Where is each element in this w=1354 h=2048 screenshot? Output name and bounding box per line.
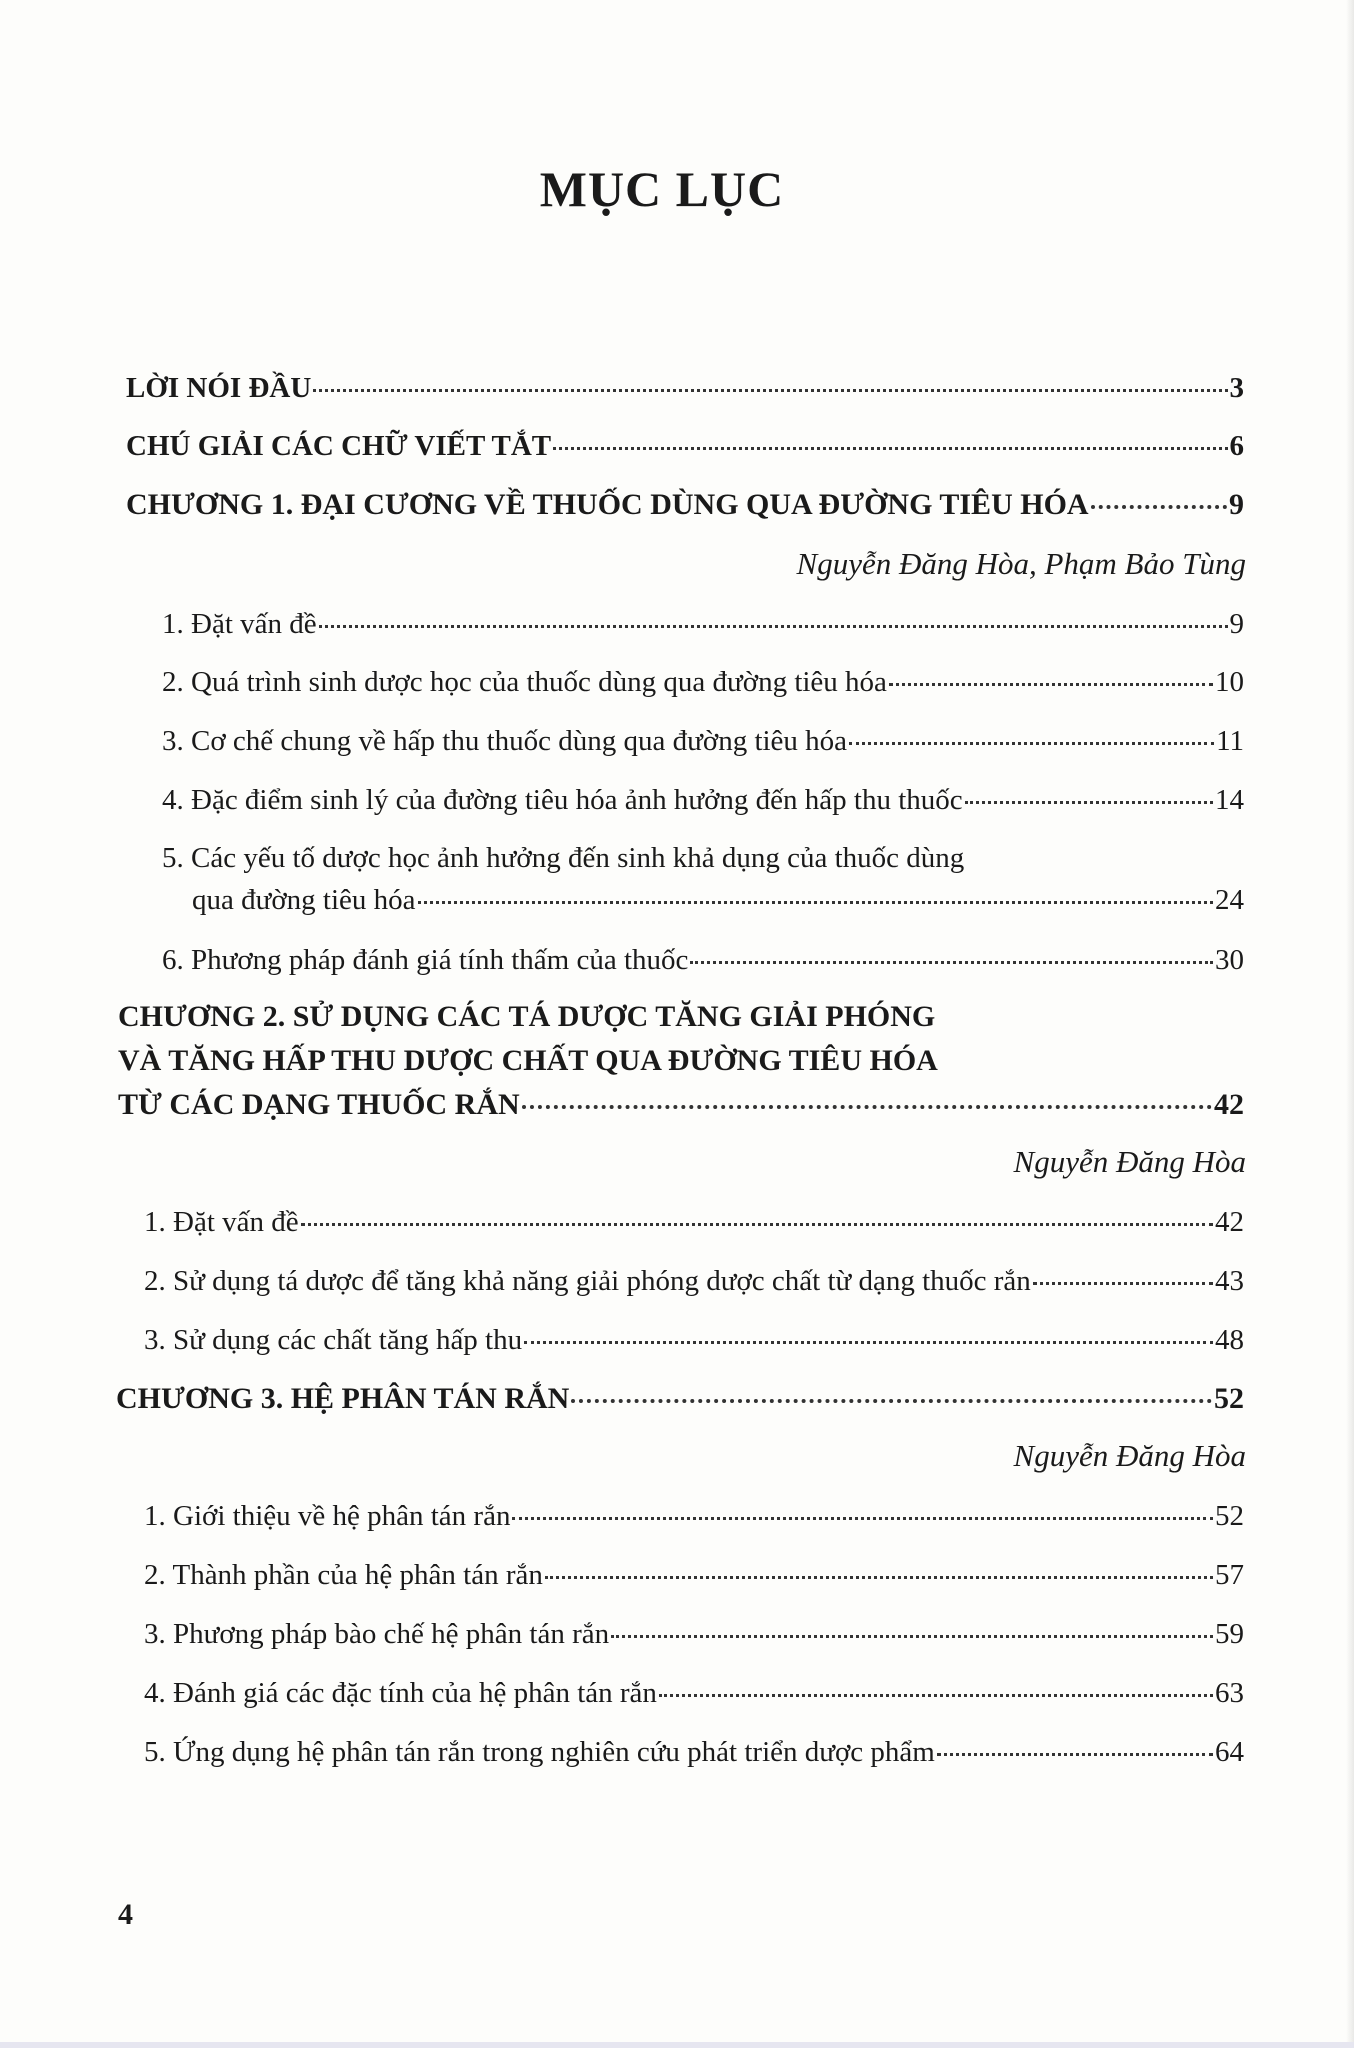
section-title: 3. Phương pháp bào chế hệ phân tán rắn	[144, 1618, 610, 1650]
section-page: 63	[1215, 1677, 1244, 1709]
dot-leader	[965, 801, 1213, 804]
section-title: 5. Ứng dụng hệ phân tán rắn trong nghiên cứu phát triển dược phẩm	[144, 1736, 935, 1768]
toc-section	[162, 784, 1244, 817]
dot-leader	[524, 1341, 1213, 1344]
section-page: 14	[1215, 784, 1244, 816]
toc-entry-label: LỜI NÓI ĐẦU	[126, 372, 312, 404]
dot-leader	[611, 1635, 1213, 1638]
dot-leader	[319, 625, 1228, 628]
dot-leader	[659, 1694, 1213, 1697]
page-number: 4	[118, 1898, 133, 1931]
section-title: 3. Cơ chế chung về hấp thu thuốc dùng qua đường tiêu hóa	[162, 725, 848, 757]
toc-section	[144, 1559, 1244, 1592]
chapter-title: CHƯƠNG 1. ĐẠI CƯƠNG VỀ THUỐC DÙNG QUA ĐƯỜNG TIÊU HÓA	[126, 488, 1089, 521]
section-page: 10	[1215, 666, 1244, 698]
toc-chapter-1	[126, 488, 1244, 522]
page-edge-shadow	[1346, 0, 1354, 2048]
dot-leader	[937, 1753, 1213, 1756]
section-page: 11	[1216, 725, 1244, 757]
dot-leader	[571, 1399, 1212, 1403]
toc-entry-page: 6	[1229, 430, 1244, 462]
section-title: 6. Phương pháp đánh giá tính thấm của thuốc	[162, 944, 689, 976]
toc-section	[144, 1265, 1244, 1298]
toc-section	[162, 725, 1244, 758]
section-title: 1. Đặt vấn đề	[162, 608, 317, 640]
section-title: 2. Thành phần của hệ phân tán rắn	[144, 1559, 543, 1591]
chapter-2-title-line1: CHƯƠNG 2. SỬ DỤNG CÁC TÁ DƯỢC TĂNG GIẢI PHÓNG	[118, 1000, 936, 1033]
chapter-title: TỪ CÁC DẠNG THUỐC RẮN	[118, 1088, 520, 1121]
section-title: 1. Đặt vấn đề	[144, 1206, 299, 1238]
dot-leader	[690, 961, 1213, 964]
section-page: 52	[1215, 1500, 1244, 1532]
page-title: MỤC LỤC	[539, 161, 785, 217]
toc-entry-abbreviations	[126, 430, 1244, 463]
chapter-2-title-line2: VÀ TĂNG HẤP THU DƯỢC CHẤT QUA ĐƯỜNG TIÊU HÓA	[118, 1044, 938, 1077]
dot-leader	[889, 683, 1213, 686]
section-page: 48	[1215, 1324, 1244, 1356]
toc-entry-label: CHÚ GIẢI CÁC CHỮ VIẾT TẮT	[126, 430, 552, 462]
section-page: 30	[1215, 944, 1244, 976]
section-page: 43	[1215, 1265, 1244, 1297]
toc-section	[144, 1736, 1244, 1769]
section-title: qua đường tiêu hóa	[192, 884, 416, 916]
section-page: 57	[1215, 1559, 1244, 1591]
dot-leader	[1091, 505, 1227, 509]
toc-chapter-2	[118, 1088, 1244, 1122]
toc-section	[144, 1677, 1244, 1710]
section-page: 9	[1229, 608, 1244, 640]
section-page: 42	[1215, 1206, 1244, 1238]
section-title: 4. Đặc điểm sinh lý của đường tiêu hóa ảnh hưởng đến hấp thu thuốc	[162, 784, 963, 816]
section-title: 3. Sử dụng các chất tăng hấp thu	[144, 1324, 523, 1356]
chapter-page: 9	[1229, 488, 1244, 521]
toc-section	[144, 1206, 1244, 1239]
dot-leader	[545, 1576, 1213, 1579]
dot-leader	[1033, 1282, 1213, 1285]
dot-leader	[313, 389, 1227, 392]
toc-section	[162, 944, 1244, 977]
dot-leader	[301, 1223, 1213, 1226]
section-title-line1: 5. Các yếu tố dược học ảnh hưởng đến sinh khả dụng của thuốc dùng	[162, 842, 965, 874]
toc-section	[192, 884, 1244, 917]
dot-leader	[512, 1517, 1213, 1520]
section-title: 1. Giới thiệu về hệ phân tán rắn	[144, 1500, 511, 1532]
dot-leader	[418, 901, 1213, 904]
dot-leader	[553, 447, 1227, 450]
chapter-3-authors: Nguyễn Đăng Hòa	[1013, 1438, 1246, 1473]
dot-leader	[849, 742, 1214, 745]
chapter-page: 52	[1214, 1382, 1244, 1415]
toc-section	[144, 1618, 1244, 1651]
section-page: 59	[1215, 1618, 1244, 1650]
section-title: 2. Sử dụng tá dược để tăng khả năng giải phóng dược chất từ dạng thuốc rắn	[144, 1265, 1031, 1297]
section-page: 64	[1215, 1736, 1244, 1768]
chapter-page: 42	[1214, 1088, 1244, 1121]
toc-entry-preface	[126, 372, 1244, 405]
toc-section	[144, 1500, 1244, 1533]
chapter-1-authors: Nguyễn Đăng Hòa, Phạm Bảo Tùng	[796, 546, 1246, 581]
section-title: 4. Đánh giá các đặc tính của hệ phân tán rắn	[144, 1677, 657, 1709]
dot-leader	[522, 1105, 1212, 1109]
chapter-title: CHƯƠNG 3. HỆ PHÂN TÁN RẮN	[116, 1382, 570, 1415]
section-page: 24	[1215, 884, 1244, 916]
toc-entry-page: 3	[1229, 372, 1244, 404]
page-bottom-edge	[0, 2042, 1354, 2048]
toc-chapter-3	[116, 1382, 1244, 1416]
toc-section	[162, 666, 1244, 699]
toc-section	[144, 1324, 1244, 1357]
section-title: 2. Quá trình sinh dược học của thuốc dùng qua đường tiêu hóa	[162, 666, 887, 698]
toc-section	[162, 608, 1244, 641]
chapter-2-authors: Nguyễn Đăng Hòa	[1013, 1144, 1246, 1179]
